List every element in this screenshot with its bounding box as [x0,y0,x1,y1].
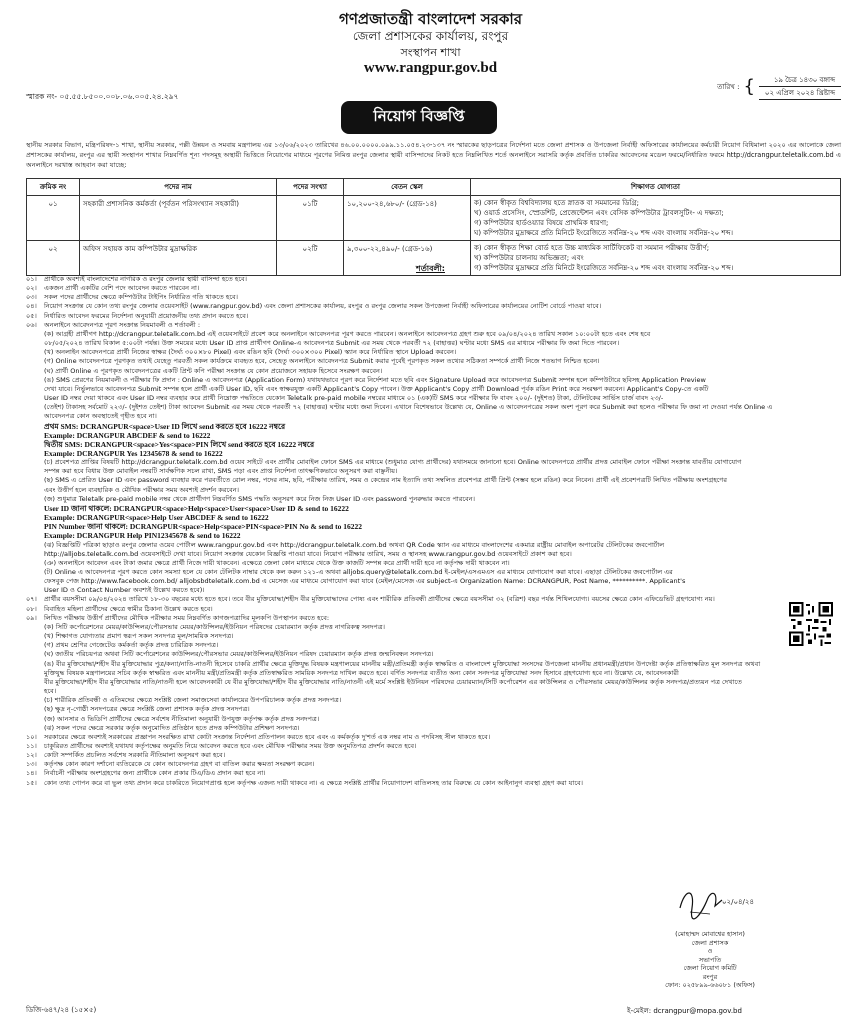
document-line: বীর মুক্তিযোদ্ধা/শহীদ বীর মুক্তিযোদ্ধার নাতি/নাতনী হলে আবেদনকারী যে বীর মুক্তিযোদ্ধা/শহীদ বীর মুক্তিযোদ্ধার নাতি/নাতনী এই মর্মে সংশ্লিষ্ট ইউনিয়ন পরিষদের চেয়ারম্যান/সিটি কর্পোরেশন এর কাউন্সিলর ও পৌরসভার মেয়র/কাউন্সিলর কর্তৃক সনদপত্র/প্রত্যয়ন পত্র দেখাতে [44,677,742,686]
col-count: পদের সংখ্যা [277,179,344,196]
date-bracket: { [743,75,755,97]
sub-condition-line: (ঞ) অনলাইনে আবেদন এবং টাকা জমার ক্ষেত্রে প্রার্থী নিজে দায়ী থাকবেন। এক্ষেত্রে জেলা কোন মাধ্যমে থেকে উক্ত কাজটি সম্পন্ন করে প্রার্থী দায়ী হবে না কর্তৃপক্ষ দায়ী থাকবেন না। [44,558,510,567]
document-line: হবে। [44,687,57,696]
condition-number: ০৫। [26,311,37,320]
row-post-name: সহকারী প্রশাসনিক কর্মকর্তা (পূর্বতন পরিসংখ্যান সহকারী) [80,196,277,241]
condition-text: কোন তথ্য গোপন করে বা ভুল তথ্য প্রদান করে চাকরিতে নিয়োগপ্রাপ্ত হলে কর্তৃপক্ষ এজন্য দায়ী থাকবে না। এ ক্ষেত্রে সংশ্লিষ্ট প্রার্থীর নিয়োগাদেশ বাতিলসহ তার বিরুদ্ধে যে কোন আইনানুগ ব্যবস্থা গ্রহণ করা যাবে। [44,778,583,787]
sms-recovery-line: Example: DCRANGPUR<space>Help User ABCDEF & send to 16222 [44,513,269,523]
condition-item [26,321,841,330]
document-line: (জ) আনসার ও ভিডিপি প্রার্থীদের ক্ষেত্রে সর্বশেষ নীতিমালা অনুযায়ী উপযুক্ত কর্তৃপক্ষ কর্তৃক প্রদত্ত সনদপত্র। [44,714,320,723]
sub-condition-line: আবেদনপত্র কোন অবস্থাতেই গৃহীত হবে না। [44,412,157,421]
signatory-place: রংপুর [702,972,718,981]
qual-item: ক) কোন স্বীকৃত বিশ্ববিদ্যালয় হতে স্নাতক বা সমমানের ডিগ্রি; [474,199,639,207]
condition-item [26,769,841,778]
condition-item [26,312,841,321]
document-line: (ঘ) জাতীয় পরিচয়পত্র অথবা সিটি কর্পোরেশনের কাউন্সিলর/পৌরসভার মেয়র/কাউন্সিলর/ইউনিয়ন পরিষদ চেয়ারম্যান কর্তৃক প্রদত্ত জন্মনিবন্ধন সনদপত্র। [44,650,434,659]
condition-text: প্রার্থীকে অবশ্যই বাংলাদেশের নাগরিক ও রংপুর জেলার স্থায়ী বাসিন্দা হতে হবে। [44,275,247,283]
condition-number: ১০। [26,732,37,741]
condition-item [26,733,841,742]
document-line: (গ) প্রথম শ্রেণির গেজেটেড কর্মকর্তা কর্তৃক প্রদত্ত চারিত্রিক সনদপত্র। [44,641,219,650]
col-serial: ক্রমিক নং [27,179,80,196]
col-qualification: শিক্ষাগত যোগ্যতা [471,179,841,196]
row-post-name: অফিস সহায়ক কাম কম্পিউটার মুদ্রাক্ষরিক [80,241,277,276]
document-line: (ছ) ক্ষুদ্র নৃ-গোষ্ঠী সনদপত্রের ক্ষেত্রে সংশ্লিষ্ট জেলা প্রশাসক কর্তৃক প্রদত্ত সনদপত্র। [44,705,250,714]
intro-paragraph: স্থানীয় সরকার বিভাগ, মন্ত্রিপরিষদ-১ শাখা, স্থানীয় সরকার, পল্লী উন্নয়ন ও সমবায় মন্ত্রণালয় এর ১৩/০৬/২০২৩ তারিখের ৪৬.০০.০০০০.০৯৯.১১.০৫৪.২৩-১৩৭ নং স্মারকের ছাড়পত্রের নির্দেশনা মতে জেলা প্রশাসক ও উপজেলা নির্বাহী অফিসারের কার্যালয়ের কর্মচারী নিয়োগ বিধিমালা ২০২০ এর আলোকে জেলা প্রশাসকের কার্যালয়, রংপুর এর স্থায়ী সংস্থাপন শাখার নিম্নবর্ণিত শূন্য পদসমূহ অস্থায়ী ভিত্তিতে নিয়োগের মাধ্যমে পূরণের নিমিত্ত রংপুর জেলার স্থায়ী বাসিন্দাদের নিকট হতে নিম্নলিখিত শর্তে অনলাইনে সরাসরি কর্তৃক প্রবর্তিত চাকরির আবেদনের মডেল ফরমে/নির্ধারিত ফরমে http://dcrangpur.teletalk.com.bd এ অনলাইনে দরখাস্ত আহবান করা যাচ্ছে: [26,141,841,169]
sub-condition-line: ফেসবুক পেজ http://www.facebook.com.bd/ alljobsbdteletalk.com.bd এ মেসেজ এর মাধ্যমে যোগাযোগ করা যাবে (মেইল/মেসেজ এর subject-এ Organization Name: DCRANGPUR, Post Name, **********. Applicant's [44,577,686,586]
condition-number: ১৩। [26,760,37,769]
sub-condition-line: http://alljobs.teletalk.com.bd ওয়েবসাইটে দেখা যাবে। নিয়োগ সংক্রান্ত যেকোন বিজ্ঞপ্তি পাওয়া যাবে। নিয়োগ পরীক্ষার তারিখ, সময় ও স্থানসহ www.rangpur.gov.bd ওয়েবসাইটে প্রকাশ করা হবে। [44,549,572,558]
condition-number: ০৭। [26,595,37,604]
qr-code-icon[interactable] [789,602,833,646]
condition-item [26,779,841,788]
date-block [717,75,841,97]
condition-number: ১১। [26,741,37,750]
date-label: তারিখ : [717,82,740,91]
row-count: ০২টি [277,241,344,276]
signature-date: ০২/০৪/২৪ [722,898,755,906]
sub-condition-line: (জ) শুধুমাত্র Teletalk pre-paid mobile নম্বর থেকে প্রার্থীগণ নিম্নবর্ণিত SMS পদ্ধতি অনুসরণ করে নিজ নিজ User ID এবং password পুনরুদ্ধার করতে পারবেন। [44,494,475,503]
condition-text: নির্বাচনী পরীক্ষায় অংশগ্রহণের জন্য প্রার্থীকে কোন প্রকার টিএ/ডিএ প্রদান করা হবে না। [44,769,266,778]
condition-item [26,275,841,284]
condition-item [26,595,841,604]
row-serial: ০২ [27,241,80,276]
document-line: (খ) শিক্ষাগত যোগ্যতার প্রমাণ স্বরূপ সকল সনদপত্র মূল/সাময়িক সনদপত্র। [44,632,234,641]
signature-block [640,930,780,990]
website-link[interactable]: www.rangpur.gov.bd [363,60,498,76]
date-english: ০২ এপ্রিল ২০২৪ খ্রিষ্টাব্দ [759,87,841,100]
conditions-list [26,275,841,788]
sms-recovery-line: Example: DCRANGPUR Help PIN12345678 & send to 16222 [44,531,241,541]
sub-condition-line: সম্পন্ন করা হবে বিধায় উক্ত মোবাইল নম্বরটি সার্বক্ষণিক সচল রাখা, SMS পড়া এবং প্রাপ্ত নির্দেশনা তাৎক্ষণিকভাবে অনুসরণ করা বাঞ্ছনীয়। [44,467,398,476]
sms-instruction: দ্বিতীয় SMS: DCRANGPUR<space>Yes<space>PIN লিখে send করতে হবে 16222 নম্বরে [44,439,315,449]
sms-instruction: প্রথম SMS: DCRANGPUR<space>User ID লিখে send করতে হবে 16222 নম্বরে [44,421,286,431]
condition-number: ০৪। [26,302,37,311]
condition-item [26,284,841,293]
sub-condition-line: (ঝ) বিজ্ঞপ্তিটি পত্রিকা ছাড়াও রংপুর জেলার ওয়েব পোর্টাল www.rangpur.gov.bd এবং http://dcrangpur.teletalk.com.bd অথবা QR Code স্ক্যান এর মাধ্যমে বাংলাদেশের একমাত্র রাষ্ট্রীয় মোবাইল অপারেটর টেলিটকের জবপোর্টাল [44,540,665,549]
document-line: মুক্তিযুদ্ধ বিষয়ক মন্ত্রণালয়ের সচিব কর্তৃক স্বাক্ষরিত এবং মাননীয় মন্ত্রী/প্রতিমন্ত্রী কর্তৃক প্রতিস্বাক্ষরিত সাময়িক সনদপত্র দাখিল করতে হবে। বর্ণিত সনদপত্র ব্যতীত অন্য কোন সনদপত্র মুক্তিযোদ্ধা সনদ হিসাবে গ্রহণযোগ্য হবে না। উল্লেখ্য যে, আবেদনকারী [44,668,679,677]
sub-condition-line: (তেইশ) টাকাসহ সর্বমোট ২২৩/- (দুইশত তেইশ) টাকা আবেদন Submit এর সময় থেকে পরবর্তী ৭২ (বাহাত্তর) ঘণ্টার মধ্যে জমা দিবেন। এখানে বিশেষভাবে উল্লেখ্য যে, Online এ আবেদনপত্রের সকল অংশ পূরণ করে Submit করা হলেও পরীক্ষার ফি জমা না দেওয়া পর্যন্ত Online এ [44,403,773,412]
qual-item: খ) কম্পিউটার চালনায় অভিজ্ঞতা; এবং [474,254,584,262]
signatory-committee: জেলা নিয়োগ কমিটি [683,964,737,972]
col-post-name: পদের নাম [80,179,277,196]
sub-condition-line: ০৮/০৫/২০২৪ তারিখ বিকাল ৫:০০টা পর্যন্ত। উক্ত সময়ের মধ্যে User ID প্রাপ্ত প্রার্থীগণ Online-এ আবেদনপত্র Submit এর সময় থেকে পরবর্তী ৭২ (বাহাত্তর) ঘণ্টার মধ্যে SMS এর মাধ্যমে পরীক্ষার ফি জমা দিতে পারবেন। [44,339,620,348]
row-qualification [471,196,841,241]
signatory-name: (মোহাম্মদ মোবাশ্বের হাসান) [675,930,745,938]
notice-banner: নিয়োগ বিজ্ঞপ্তি [341,101,497,134]
sub-condition-line: (ঙ) SMS প্রেরণের নিয়মাবলী ও পরীক্ষার ফি প্রদান : Online এ আবেদনপত্র (Application Form) যথাযথভাবে পূরণ করে নির্দেশনা মতে ছবি এবং Signature Upload করে আবেদনপত্র Submit সম্পন্ন হলে কম্পিউটারে ছবিসহ Application Preview [44,375,706,384]
condition-item [26,614,841,623]
col-scale: বেতন স্কেল [344,179,471,196]
condition-text: নির্ধারিত আবেদন ফরমের নির্দেশনা অনুযায়ী প্রয়োজনীয় তথ্য প্রদান করতে হবে। [44,311,249,320]
sub-condition-line: দেখা যাবে। নির্ভুলভাবে আবেদনপত্র Submit সম্পন্ন হলে প্রার্থী একটি User ID, ছবি এবং স্বাক্ষরযুক্ত একটি Applicant's Copy পাবেন। উক্ত Applicant's Copy প্রার্থী Download পূর্বক রঙিন Print করে সংরক্ষণ করবেন। Applicant's Copy-তে একটি [44,384,709,393]
sub-condition-line: (ছ) SMS এ প্রেরিত User ID এবং password ব্যবহার করে পরবর্তীতে রোল নম্বর, পদের নাম, ছবি, পরীক্ষার তারিখ, সময় ও কেন্দ্রের নাম ইত্যাদি তথ্য সম্বলিত প্রবেশপত্র প্রার্থী প্রিন্ট (সম্ভব হলে রঙিন) করে নিবেন। প্রার্থী এই প্রবেশপত্রটি লিখিত পরীক্ষায় অংশগ্রহণের [44,476,727,485]
signatory-role: সভাপতি [698,955,722,964]
sub-condition-line: User ID ও Contact Number অবশ্যই উল্লেখ করতে হবে)। [44,586,205,595]
condition-item [26,751,841,760]
government-title: গণপ্রজাতন্ত্রী বাংলাদেশ সরকার [339,10,522,28]
footer-code: ডিজি-৬৪৭/২৪ (১৫×৫) [26,1006,97,1014]
signature-icon [660,878,760,926]
sub-condition-line: (ক) আগ্রহী প্রার্থীগণ http://dcrangpur.teletalk.com.bd এই ওয়েবসাইটে প্রবেশ করে অনলাইনে আবেদনপত্র পূরণ করতে পারবেন। অনলাইনে আবেদনপত্র গ্রহণ শুরু হবে ০৯/০৪/২০২৪ তারিখ সকাল ১০:০০টা হতে এবং শেষ হবে [44,329,651,338]
condition-number: ০৬। [26,320,37,329]
date-bangla: ১৯ চৈত্র ১৪৩০ বঙ্গাব্দ [759,74,841,87]
condition-number: ০৮। [26,604,37,613]
sub-condition-line: এবং উত্তীর্ণ হলে ব্যবহারিক ও মৌখিক পরীক্ষার সময় অবশ্যই প্রদর্শন করবেন। [44,485,239,494]
sms-recovery-line: PIN Number জানা থাকলে: DCRANGPUR<space>Help<space>PIN<space>PIN No & send to 16222 [44,522,362,532]
qual-item: ক) কোন স্বীকৃত শিক্ষা বোর্ড হতে উচ্চ মাধ্যমিক সার্টিফিকেট বা সমমান পরীক্ষায় উত্তীর্ণ; [474,244,710,252]
condition-text: সরকারের ক্ষেত্রে অবশ্যই সরকারের প্রজ্ঞাপন সংরক্ষিত রাখা কোটা সংক্রান্ত নির্দেশনা প্রতিপালন করতে হবে এবং এ কর্মকর্তৃক দু'শর্ত এক নম্বর নাম ও পদবিসহ সীল থাকতে হবে। [44,732,491,741]
sms-example: Example: DCRANGPUR Yes 12345678 & send to 16222 [44,448,223,458]
qual-item: খ) ওয়ার্ড প্রসেসিং, স্প্রেডশিট, প্রেজেন্টেশন এবং বেসিক কম্পিউটার ট্রাবলসুটিং- এ দক্ষতা; [474,209,724,217]
conditions-title: শর্তাবলী: [416,264,445,273]
document-line: (ঝ) সকল পদের ক্ষেত্রে সরকার কর্তৃক অনুমোদিত প্রতিষ্ঠান হতে প্রদত্ত কম্পিউটার প্রশিক্ষণ সনদপত্র। [44,723,300,732]
condition-item [26,302,841,311]
posts-table [26,178,841,276]
qual-item: গ) কম্পিউটার হার্ডওয়্যার বিষয়ে প্রাথমিক ধারণা; [474,219,609,227]
table-row [27,196,841,241]
sub-condition-line: User ID নম্বর দেয়া থাকবে এবং User ID নম্বর ব্যবহার করে প্রার্থী নিম্নোক্ত পদ্ধতিতে যেকোন Teletalk pre-paid mobile নম্বরের মাধ্যমে ০১ (এক)টি SMS করে পরীক্ষার ফি বাবদ ২০০/- (দুইশত) টাকা, টেলিটকের সার্ভিস চার্জ বাবদ ২৩/- [44,394,664,403]
row-serial: ০১ [27,196,80,241]
sms-recovery-line: User ID জানা থাকলে: DCRANGPUR<space>Help<space>User<space>User ID & send to 16222 [44,503,349,513]
signatory-and: ও [707,947,713,955]
document-line: (ক) সিটি কর্পোরেশনের মেয়র/কাউন্সিলর/পৌরসভার মেয়র/কাউন্সিলর/ইউনিয়ন পরিষদের চেয়ারম্যান কর্তৃক প্রদত্ত নাগরিকত্ব সনদপত্র। [44,622,385,631]
section-title: সংস্থাপন শাখা [400,46,461,59]
row-scale: ৯,৩০০-২২,৪৯০/- (গ্রেড-১৬) [344,241,471,276]
condition-item [26,760,841,769]
condition-text: লিখিত পরীক্ষায় উত্তীর্ণ প্রার্থীদের মৌখিক পরীক্ষার সময় নিম্নবর্ণিত কাগজপত্রাদির মূলকপি উপস্থাপন করতে হবে: [44,613,330,622]
sub-condition-line: (চ) প্রবেশপত্র প্রাপ্তির বিষয়টি http://dcrangpur.teletalk.com.bd ওয়েব সাইটে এবং প্রার্থীর মোবাইল ফোনে SMS এর মাধ্যমে (শুধুমাত্র যোগ্য প্রার্থীদের) যথাসময়ে জানানো হবে। Online আবেদনপত্রে প্রার্থীর প্রদত্ত মোবাইল ফোনে পরীক্ষা সংক্রান্ত যাবতীয় যোগাযোগ [44,458,742,467]
condition-text: প্রার্থীর বয়সসীমা ০৯/০৪/২০২৪ তারিখে ১৮-৩০ বছরের মধ্যে হতে হবে। তবে বীর মুক্তিযোদ্ধা/শহীদ বীর মুক্তিযোদ্ধাদের পোষ্য এবং শারীরিক প্রতিবন্ধী প্রার্থীদের ক্ষেত্রে বয়সসীমা ৩২ (বত্রিশ) বছর পর্যন্ত শিথিলযোগ্য। বয়সের ক্ষেত্রে কোন এফিডেভিট গ্রহণযোগ্য নয়। [44,595,715,604]
sub-condition-line: (ট) Online এ আবেদনপত্র পূরণ করতে কোন সমস্যা হলে যে কোন টেলিটক নাম্বার থেকে কল করুন ১২১-এ অথবা alljobs.query@teletalk.com.bd ই-মেইল/এসএমএস এর মাধ্যমে যোগাযোগ করা যাবে। এছাড়া টেলিটকের জবপোর্টাল এর [44,568,673,576]
condition-number: ০২। [26,284,37,293]
qual-item: গ) কম্পিউটার মুদ্রাক্ষরে প্রতি মিনিটে ইংরেজিতে সর্বনিম্ন-২০ শব্দ এবং বাংলায় সর্বনিম্ন-২০ শব্দ। [474,264,734,272]
condition-text: অনলাইনে আবেদনপত্র পূরণ সংক্রান্ত নিয়মাবলী ও শর্তাবলী : [44,320,201,329]
condition-text: চাকুরিরত প্রার্থীদের অবশ্যই যথাযথ কর্তৃপক্ষের অনুমতি নিয়ে আবেদন করতে হবে এবং মৌখিক পরীক্ষার সময় উক্ত অনুমতিপত্র প্রদর্শন করতে হবে। [44,741,417,750]
condition-text: বিবাহিত মহিলা প্রার্থীদের ক্ষেত্রে স্বামীর ঠিকানা উল্লেখ করতে হবে। [44,604,213,613]
qual-item: ঘ) কম্পিউটার মুদ্রাক্ষরে প্রতি মিনিটে ইংরেজিতে সর্বনিম্ন-২০ শব্দ এবং বাংলায় সর্বনিম্ন-২০ শব্দ। [474,229,733,237]
row-scale: ১০,২০০-২৪,৬৮০/- (গ্রেড-১৪) [344,196,471,241]
condition-item [26,605,841,614]
condition-text: একজন প্রার্থী একটির বেশি পদে আবেদন করতে পারবেন না। [44,284,200,293]
condition-item [26,293,841,302]
sub-condition-line: (খ) অনলাইন আবেদনপত্রে প্রার্থী নিজের স্বাক্ষর (দৈর্ঘ্য ৩০০×৮০ Pixel) এবং রঙিন ছবি (দৈর্ঘ্য ৩০০×৩০০ Pixel) স্ক্যান করে নির্ধারিত স্থানে Upload করবেন। [44,348,457,357]
row-count: ০১টি [277,196,344,241]
condition-text: নিয়োগ সংক্রান্ত যে কোন তথ্য রংপুর জেলার ওয়েবসাইট (www.rangpur.gov.bd) এবং জেলা প্রশাসকের কার্যালয়, রংপুর ও রংপুর জেলার সকল উপজেলা নির্বাহী অফিসারের কার্যালয়ের নোটিশ বোর্ডে পাওয়া যাবে। [44,302,602,311]
condition-number: ০৩। [26,293,37,302]
condition-number: ০৯। [26,613,37,622]
sub-condition-line: (ঘ) প্রার্থী Online এ পূরণকৃত আবেদনপত্রের একটি প্রিন্ট কপি পরীক্ষা সংক্রান্ত যে কোন প্রয়োজনে সহায়ক হিসেবে সংরক্ষণ করবেন। [44,366,383,375]
document-line: (চ) শারীরিক প্রতিবন্ধী ও এতিমদের ক্ষেত্রে সংশ্লিষ্ট জেলা সমাজসেবা কার্যালয়ের উপপরিচালক কর্তৃক প্রদত্ত সনদপত্র। [44,696,342,705]
condition-number: ১৫। [26,778,37,787]
table-header-row [27,179,841,196]
office-title: জেলা প্রশাসকের কার্যালয়, রংপুর [352,29,509,43]
condition-text: কর্তৃপক্ষ কোন কারণ দর্শানো ব্যতিরেকে যে কোন আবেদনপত্র গ্রহণ বা বাতিল করার ক্ষমতা সংরক্ষণ করেন। [44,760,315,769]
condition-number: ০১। [26,275,37,283]
condition-number: ১২। [26,751,37,760]
sub-condition-line: (গ) Online আবেদনপত্রে পূরণকৃত তথ্যই যেহেতু পরবর্তী সকল কার্যক্রমে ব্যবহৃত হবে, সেহেতু অনলাইনে আবেদনপত্র Submit করার পূর্বেই পূরণকৃত সকল তথ্যের সঠিকতা সম্পর্কে প্রার্থী নিজে শতভাগ নিশ্চিত হবেন। [44,357,600,366]
reference-number: স্মারক নং- ০৫.৫৫.৮৫০০.০০৮.০৬.০০৫.২৪.২৯৭ [26,92,179,101]
signatory-email[interactable]: ই-মেইল: dcrangpur@mopa.gov.bd [627,1007,742,1015]
condition-text: সকল পদের প্রার্থীদের ক্ষেত্রে কম্পিউটার টাইপিং নির্ধারিত গতি থাকতে হবে। [44,293,238,302]
condition-text: কোটা সম্পর্কিত প্রচলিত সর্বশেষ সরকারি নীতিমালা অনুসরণ করা হবে। [44,751,226,760]
signatory-title: জেলা প্রশাসক [691,938,729,947]
condition-number: ১৪। [26,769,37,778]
condition-item [26,742,841,751]
sms-example: Example: DCRANGPUR ABCDEF & send to 16222 [44,430,211,440]
document-line: (ঙ) বীর মুক্তিযোদ্ধা/শহীদ বীর মুক্তিযোদ্ধার পুত্র/কন্যা/নাতি-নাতনী হিসেবে চাকরি প্রার্থীর ক্ষেত্রে মুক্তিযুদ্ধ বিষয়ক মন্ত্রণালয়ের মাননীয় মন্ত্রী/প্রতিমন্ত্রী কর্তৃক স্বাক্ষরিত ও বাংলাদেশ মুক্তিযোদ্ধা সংসদের উপজেলা মাননীয় প্রধানমন্ত্রী/প্রধান উপদেষ্টা কর্তৃক প্রতিস্বাক্ষরিত মূল সনদপত্র অথবা [44,659,761,668]
signatory-phone: ফোন: ০২৫৮৯৯-৬৬০৮১ (অফিস) [665,981,755,989]
